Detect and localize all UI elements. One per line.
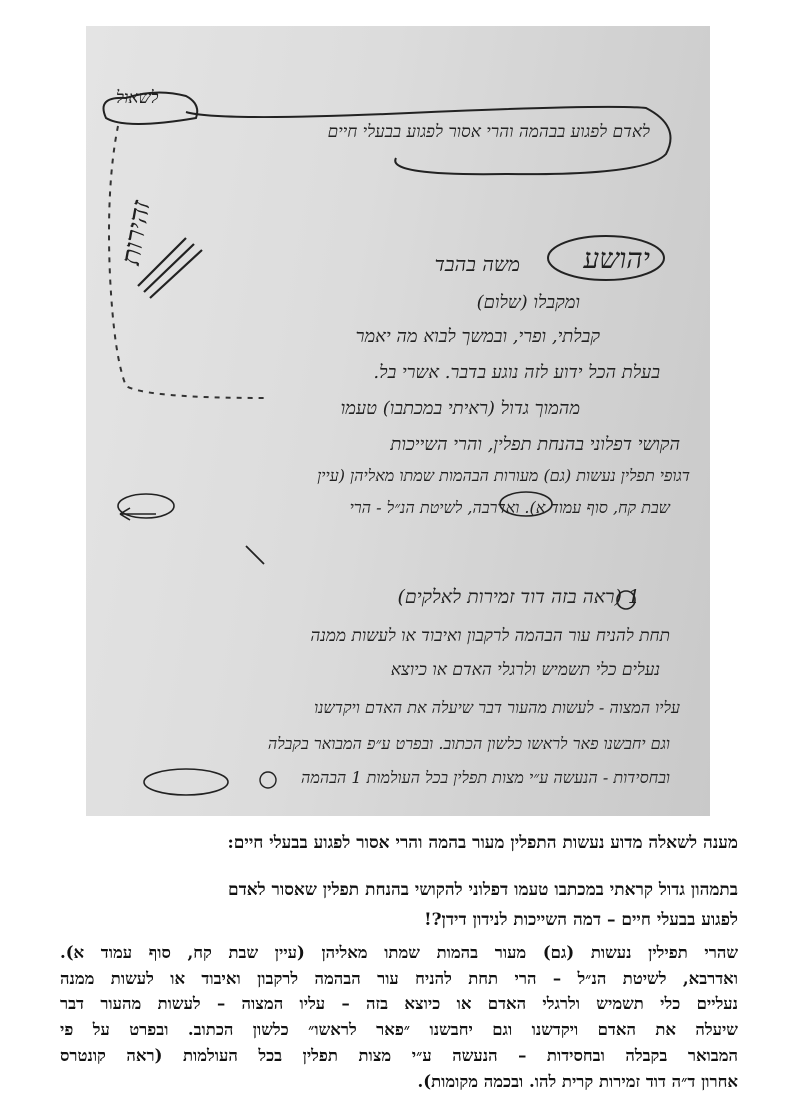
body-paragraph <box>60 940 738 1094</box>
paragraph-line: אחרון ד״ה דוד זמירות קרית להו. ובכמה מקומות). <box>417 1071 738 1091</box>
manuscript-line-4: מהמוך גדול (ראיתי במכתבו) טעמו <box>340 398 580 419</box>
manuscript-line-3: בעלת הכל ידוע לזה נוגע בדבר. אשרי בל. <box>373 362 660 383</box>
margin-label: זהירות <box>116 198 157 268</box>
numbered-note: 1 (ראה בזה דוד זמירות לאלקים) <box>397 586 640 608</box>
manuscript-scan <box>86 26 710 816</box>
intro-line-1: בתמהון גדול קראתי במכתבו טעמו דפלוני להקושי בהנחת תפלין שאסור לאדם <box>227 880 738 900</box>
manuscript-line-10: עליו המצוה - לעשות מהעור דבר שיעלה את האדם ויקדשנו <box>314 698 680 717</box>
heading-name: יהושע <box>583 242 650 275</box>
manuscript-line-6: דגופי תפלין נעשות (גם) מעורות הבהמות שמתו מאליהן (עיין <box>317 466 690 485</box>
manuscript-line-5: הקושי דפלוני בהנחת תפלין, והרי השייכות <box>390 434 680 455</box>
paragraph-line: שהרי תפילין נעשות (גם) מעור בהמות שמתו מאליהן (עיין שבת קח, סוף עמוד א). <box>60 943 738 962</box>
paragraph-line: נעליים כלי תשמיש ולרגלי האדם או כיוצא בזה – עליו המצוה – לעשות מהעור דבר <box>60 994 738 1014</box>
manuscript-line-9: נעלים כלי תשמיש ולרגלי האדם או כיוצא <box>390 660 660 680</box>
manuscript-line-7: שבת קח, סוף עמוד א). ואדרבה, לשיטת הנ״ל - הרי <box>349 498 670 517</box>
paragraph-line: המבואר בקבלה ובחסידות – הנעשה ע״י מצות תפלין בכל העולמות (ראה קונטרס <box>60 1045 738 1065</box>
manuscript-line-8: תחת להניח עור הבהמה לרקבון ואיבוד או לעשות ממנה <box>310 626 670 646</box>
paragraph-line: ואדרבא, לשיטת הנ״ל – הרי תחת להניח עור הבהמה לרקבון ואיבוד או לעשות ממנה <box>60 968 738 988</box>
manuscript-line-1: ומקבלו (שלום) <box>476 292 580 313</box>
heading-rest: משה בהבד <box>434 252 520 276</box>
manuscript-line-11: וגם יחבשנו פאר לראשו כלשון הכתוב. ובפרט ע״פ המבואר בקבלה <box>267 734 670 753</box>
paragraph-line: שיעלה את האדם ויקדשנו וגם יחבשנו ״פאר לראשו״ כלשון הכתוב. ובפרט על פי <box>60 1020 738 1040</box>
top-loop-label: לשאול <box>116 88 159 108</box>
top-loop-text: לאדם לפגוע בבהמה והרי אסור לפגוע בבעלי חיים <box>327 122 650 142</box>
manuscript-line-2: קבלתי, ופרי, ובמשך לבוא מה יאמר <box>355 326 600 347</box>
intro-line-2: לפגוע בבעלי חיים – דמה השייכות לנידון דידן?! <box>424 910 738 930</box>
manuscript-line-12: ובחסידות - הנעשה ע״י מצות תפלין בכל העולמות 1 הבהמה <box>300 768 670 787</box>
figure-caption: מענה לשאלה מדוע נעשות התפלין מעור בהמה והרי אסור לפגוע בבעלי חיים: <box>227 833 738 853</box>
